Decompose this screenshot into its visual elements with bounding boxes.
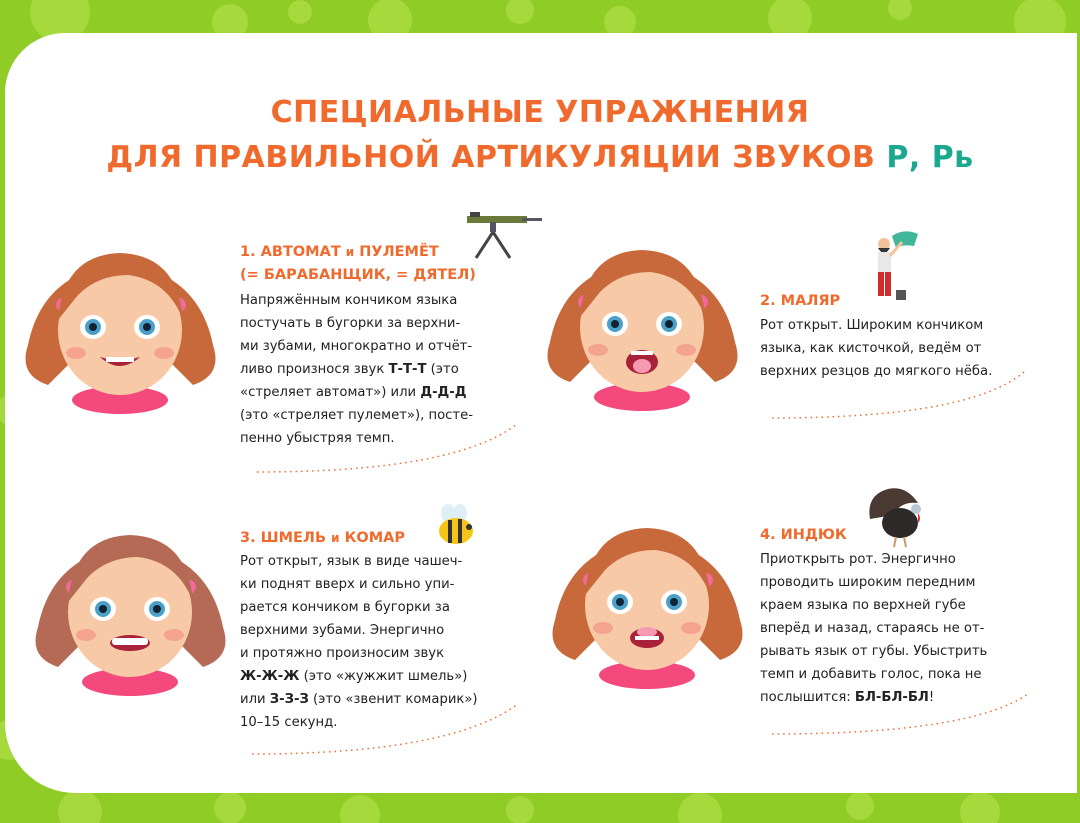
exercise-3-name-a: ШМЕЛЬ [260, 530, 327, 546]
dotted-divider-3 [250, 700, 525, 760]
page-title-line2 [0, 140, 1080, 175]
exercise-4-name: ИНДЮК [780, 527, 847, 543]
exercise-1-line: «стреляет автомат») или Д-Д-Д [240, 385, 467, 400]
dotted-divider-1 [255, 420, 525, 480]
exercise-2-line: языка, как кисточкой, ведём от [760, 341, 982, 356]
exercise-1-line: пенно убыстряя темп. [240, 431, 395, 446]
exercise-2-name: МАЛЯР [780, 293, 841, 309]
exercise-1-name-a: АВТОМАТ [260, 244, 341, 260]
bee-icon [434, 503, 478, 547]
exercise-3-line: и протяжно произносим звук [240, 646, 445, 661]
exercise-3-line: 10–15 секунд. [240, 715, 338, 730]
exercise-4-line: темп и добавить голос, пока не [760, 667, 982, 682]
exercise-3-line: верхними зубами. Энергично [240, 623, 445, 638]
exercise-2-number: 2. [760, 293, 776, 309]
exercise-3-line: ки поднят вверх и сильно упи- [240, 577, 455, 592]
exercise-3-line: Ж-Ж-Ж (это «жужжит шмель») [240, 669, 468, 684]
exercise-4-line: Приоткрыть рот. Энергично [760, 552, 956, 567]
machine-gun-icon [462, 210, 544, 262]
title-sounds: Р, Рь [886, 140, 974, 175]
exercise-2-heading [760, 290, 840, 312]
exercise-1-number: 1. [240, 244, 256, 260]
exercise-1-subtitle: (= БАРАБАНЩИК, = ДЯТЕЛ) [240, 267, 476, 283]
exercise-3-conj: и [331, 531, 340, 545]
dotted-divider-4 [770, 690, 1035, 740]
girl-illustration-3 [28, 517, 233, 697]
exercise-1-sound-2: Д-Д-Д [420, 385, 467, 400]
exercise-4-line: проводить широким передним [760, 575, 976, 590]
exercise-2-line: Рот открыт. Широким кончиком [760, 318, 984, 333]
exercise-1-conj: и [345, 245, 355, 259]
exercise-3-line: рается кончиком в бугорки за [240, 600, 450, 615]
exercise-3-sound-1: Ж-Ж-Ж [240, 669, 300, 684]
exercise-1-sound-1: Т-Т-Т [388, 362, 427, 377]
exercise-4-line: рывать язык от губы. Убыстрить [760, 644, 988, 659]
title-text: ДЛЯ ПРАВИЛЬНОЙ АРТИКУЛЯЦИИ ЗВУКОВ [106, 140, 876, 175]
exercise-4-heading [760, 524, 847, 546]
exercise-3-number: 3. [240, 530, 256, 546]
exercise-4-sound: БЛ-БЛ-БЛ [854, 690, 929, 705]
exercise-1-line: постучать в бугорки за верхни- [240, 316, 461, 331]
girl-illustration-4 [545, 510, 750, 690]
exercise-3-sound-2: З-З-З [269, 692, 309, 707]
exercise-3-heading [240, 527, 405, 549]
page-title-line1: СПЕЦИАЛЬНЫЕ УПРАЖНЕНИЯ [270, 95, 810, 130]
exercise-4-text [760, 548, 1020, 709]
exercise-4-line: послышится: БЛ-БЛ-БЛ! [760, 690, 935, 705]
exercise-1-line: ливо произнося звук Т-Т-Т (это [240, 362, 459, 377]
girl-illustration-2 [540, 232, 745, 412]
exercise-3-line: Рот открыт, язык в виде чашеч- [240, 554, 463, 569]
girl-illustration-1 [18, 235, 223, 415]
exercise-2-line: верхних резцов до мягкого нёба. [760, 364, 993, 379]
exercise-1-line: Напряжённым кончиком языка [240, 293, 458, 308]
exercise-4-line: вперёд и назад, стараясь не от- [760, 621, 985, 636]
exercise-1-name-b: ПУЛЕМЁТ [359, 244, 439, 260]
painter-icon [872, 224, 922, 306]
dotted-divider-2 [770, 368, 1030, 423]
exercise-3-line: или З-З-З (это «звенит комарик») [240, 692, 478, 707]
exercise-1-heading [240, 241, 439, 263]
exercise-4-number: 4. [760, 527, 776, 543]
exercise-4-line: краем языка по верхней губе [760, 598, 966, 613]
turkey-icon [866, 485, 930, 549]
exercise-1-line: ми зубами, многократно и отчёт- [240, 339, 473, 354]
exercise-1-line: (это «стреляет пулемет»), посте- [240, 408, 473, 423]
exercise-3-name-b: КОМАР [344, 530, 406, 546]
